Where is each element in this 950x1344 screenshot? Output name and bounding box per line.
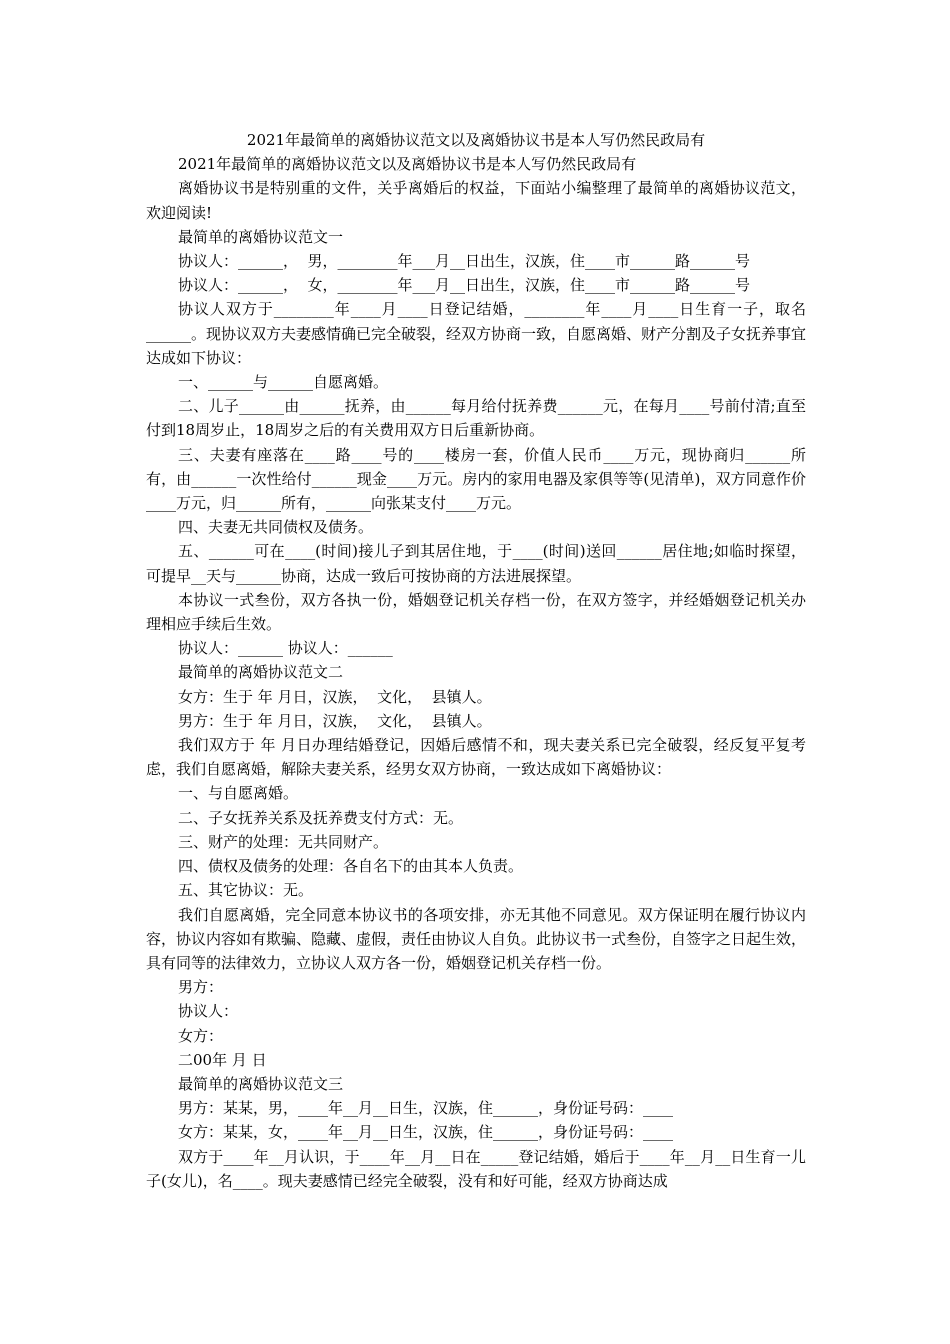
paragraph: 本协议一式叁份，双方各执一份，婚姻登记机关存档一份，在双方签字，并经婚姻登记机关办理相应手续后生效。 — [146, 590, 806, 634]
paragraph: 一、与自愿离婚。 — [178, 784, 299, 803]
paragraph-intro: 离婚协议书是特别重的文件，关乎离婚后的权益，下面站小编整理了最简单的离婚协议范文，欢迎阅读! — [146, 179, 806, 222]
paragraph: 二、子女抚养关系及抚养费支付方式：无。 — [178, 808, 464, 827]
paragraph: 女方：生于 年 月日，汉族， 文化， 县镇人。 — [178, 687, 492, 706]
signature-line: 协议人： — [178, 1002, 239, 1021]
paragraph: 协议人双方于________年____月____日登记结婚，________年____月____日生育一子，取名______。现协议双方夫妻感情确已完全破裂，经双方协商一致，自愿离婚、财产分割及子女抚养事宜达成如下协议： — [146, 300, 807, 367]
paragraph: 协议人：______， 女，________年___月__日出生，汉族，住____市______路______号 — [178, 276, 751, 295]
paragraph-heading-repeat: 2021年最简单的离婚协议范文以及离婚协议书是本人写仍然民政局有 — [178, 155, 637, 174]
paragraph: 男方：生于 年 月日，汉族， 文化， 县镇人。 — [178, 711, 492, 730]
paragraph: 一、______与______自愿离婚。 — [178, 373, 389, 392]
paragraph: 双方于____年__月认识，于____年__月__日在_____登记结婚，婚后于____年__月__日生育一儿子(女儿)，名____。现夫妻感情已经完全破裂，没有和好可能，经双方协商达成 — [146, 1147, 806, 1190]
paragraph: 我们双方于 年 月日办理结婚登记，因婚后感情不和，现夫妻关系已完全破裂，经反复平复考虑，我们自愿离婚，解除夫妻关系，经男女双方协商，一致达成如下离婚协议： — [146, 736, 806, 779]
document-title: 2021年最简单的离婚协议范文以及离婚协议书是本人写仍然民政局有 — [246, 131, 706, 149]
signature-line: 男方： — [178, 978, 224, 997]
paragraph: 三、财产的处理：无共同财产。 — [178, 832, 389, 851]
paragraph: 三、夫妻有座落在____路____号的____楼房一套，价值人民币____万元，现协商归______所有，由______一次性给付______现金____万元。房内的家用电器及家俱等等(见清单)，双方同意作价____万元，归______所有，______向张某支付____万元。 — [146, 445, 806, 513]
section-heading-1: 最简单的离婚协议范文一 — [178, 227, 344, 246]
section-heading-3: 最简单的离婚协议范文三 — [178, 1074, 344, 1093]
paragraph: 四、债权及债务的处理：各自名下的由其本人负责。 — [178, 857, 524, 876]
paragraph: 四、夫妻无共同债权及债务。 — [178, 518, 374, 537]
paragraph: 我们自愿离婚，完全同意本协议书的各项安排，亦无其他不同意见。双方保证明在履行协议内容，协议内容如有欺骗、隐藏、虚假，责任由协议人自负。此协议书一式叁份，自签字之日起生效，具有同等的法律效力，立协议人双方各一份，婚姻登记机关存档一份。 — [146, 905, 807, 972]
paragraph: 协议人：______， 男，________年___月__日出生，汉族，住____市______路______号 — [178, 252, 751, 271]
signature-line: 协议人：______ 协议人：______ — [178, 639, 393, 658]
paragraph: 五、其它协议：无。 — [178, 881, 314, 900]
paragraph: 女方：某某，女，____年__月__日生，汉族，住______，身份证号码：____ — [178, 1123, 674, 1142]
date-line: 二00年 月 日 — [178, 1050, 267, 1069]
signature-line: 女方： — [178, 1026, 224, 1045]
paragraph: 五、______可在____(时间)接儿子到其居住地，于____(时间)送回______居住地;如临时探望，可提早__天与______协商，达成一致后可按协商的方法进展探望。 — [146, 542, 806, 585]
section-heading-2: 最简单的离婚协议范文二 — [178, 663, 344, 682]
paragraph: 二、儿子______由______抚养，由______每月给付抚养费______元，在每月____号前付清;直至付到18周岁止，18周岁之后的有关费用双方日后重新协商。 — [146, 397, 806, 440]
paragraph: 男方：某某，男，____年__月__日生，汉族，住______，身份证号码：____ — [178, 1099, 674, 1118]
